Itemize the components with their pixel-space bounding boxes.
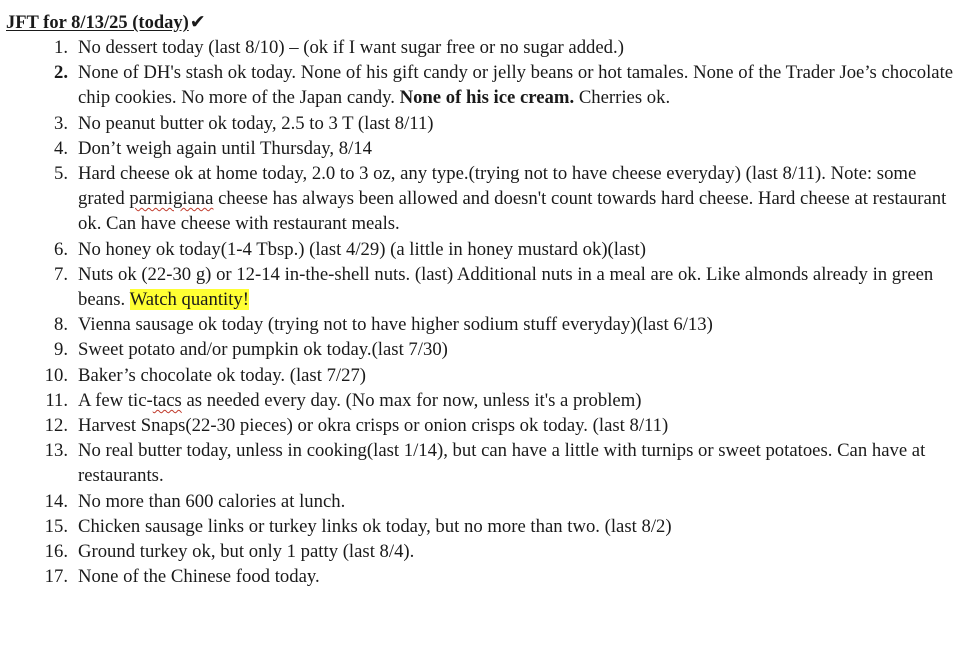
highlighted-text: Watch quantity! [129,289,249,311]
item-number: 9. [53,339,68,361]
list-item [6,35,961,60]
item-text: None of the Chinese food today. [78,566,320,588]
spellcheck-flagged-word[interactable]: parmigiana [129,188,214,210]
list-item [6,514,961,539]
checkmark-icon: ✔ [189,11,206,33]
item-text-end: Cherries ok. [574,87,671,109]
item-text: No more than 600 calories at lunch. [78,490,346,512]
item-text: Ground turkey ok, but only 1 patty (last 8/4). [78,541,415,563]
item-number: 11. [45,389,68,411]
item-number: 17. [44,566,68,588]
item-number: 5. [53,163,68,185]
item-number: 15. [44,515,68,537]
item-text: Don’t weigh again until Thursday, 8/14 [78,137,372,159]
list-item [6,489,961,514]
page-title [6,10,961,35]
item-text: Chicken sausage links or turkey links ok today, but no more than two. (last 8/2) [78,515,672,537]
list-item [6,136,961,161]
list-item [6,388,961,413]
item-number: 13. [44,440,68,462]
item-number: 7. [53,263,68,285]
item-number: 10. [44,364,68,386]
item-text: Vienna sausage ok today (trying not to have higher sodium stuff everyday)(last 6/13) [78,314,713,336]
item-number: 2. [53,62,68,84]
list-item [6,564,961,589]
item-text: A few tic- [78,389,153,411]
item-text: No peanut butter ok today, 2.5 to 3 T (last 8/11) [78,112,434,134]
rules-list [6,35,961,589]
item-text: None of DH's stash ok today. None of his gift candy or jelly beans or hot tamales. None of the Trader Joe’s chocolate chip cookies. No more of the Japan candy. [78,62,954,109]
item-number: 3. [53,112,68,134]
item-number: 4. [53,137,68,159]
item-text-end: as needed every day. (No max for now, unless it's a problem) [181,389,642,411]
item-text: Nuts ok (22-30 g) or 12-14 in-the-shell nuts. (last) Additional nuts in a meal are ok. Like almonds already in green beans. [78,263,934,311]
title-text: JFT for 8/13/25 (today) [6,13,189,33]
item-text-end: cheese has always been allowed and doesn't count towards hard cheese. Hard cheese at restaurant ok. Can have cheese with restaurant meals. [78,188,947,235]
list-item [6,262,961,312]
spellcheck-flagged-word[interactable]: tacs [152,389,182,411]
item-text: Hard cheese ok at home today, 2.0 to 3 oz, any type.(trying not to have cheese everyday) (last 8/11). Note: some grated [78,163,917,210]
list-item [6,337,961,362]
item-number: 6. [53,238,68,260]
item-bold-text: None of his ice cream. [399,87,575,109]
document-page [6,10,961,589]
list-item [6,413,961,438]
item-text: No honey ok today(1-4 Tbsp.) (last 4/29) (a little in honey mustard ok)(last) [78,238,646,260]
item-number: 1. [53,37,68,58]
list-item [6,161,961,237]
list-item [6,438,961,488]
list-item [6,237,961,262]
item-number: 12. [44,415,68,437]
item-text: No dessert today (last 8/10) – (ok if I want sugar free or no sugar added.) [78,37,624,58]
list-item [6,60,961,110]
item-number: 16. [44,541,68,563]
list-item [6,363,961,388]
list-item [6,539,961,564]
item-text: Sweet potato and/or pumpkin ok today.(last 7/30) [78,339,448,361]
item-number: 8. [53,314,68,336]
item-text: No real butter today, unless in cooking(last 1/14), but can have a little with turnips or sweet potatoes. Can have at restaurants. [78,440,926,487]
list-item [6,312,961,337]
item-number: 14. [44,490,68,512]
list-item [6,111,961,136]
item-text: Baker’s chocolate ok today. (last 7/27) [78,364,367,386]
item-text: Harvest Snaps(22-30 pieces) or okra crisps or onion crisps ok today. (last 8/11) [78,415,669,437]
